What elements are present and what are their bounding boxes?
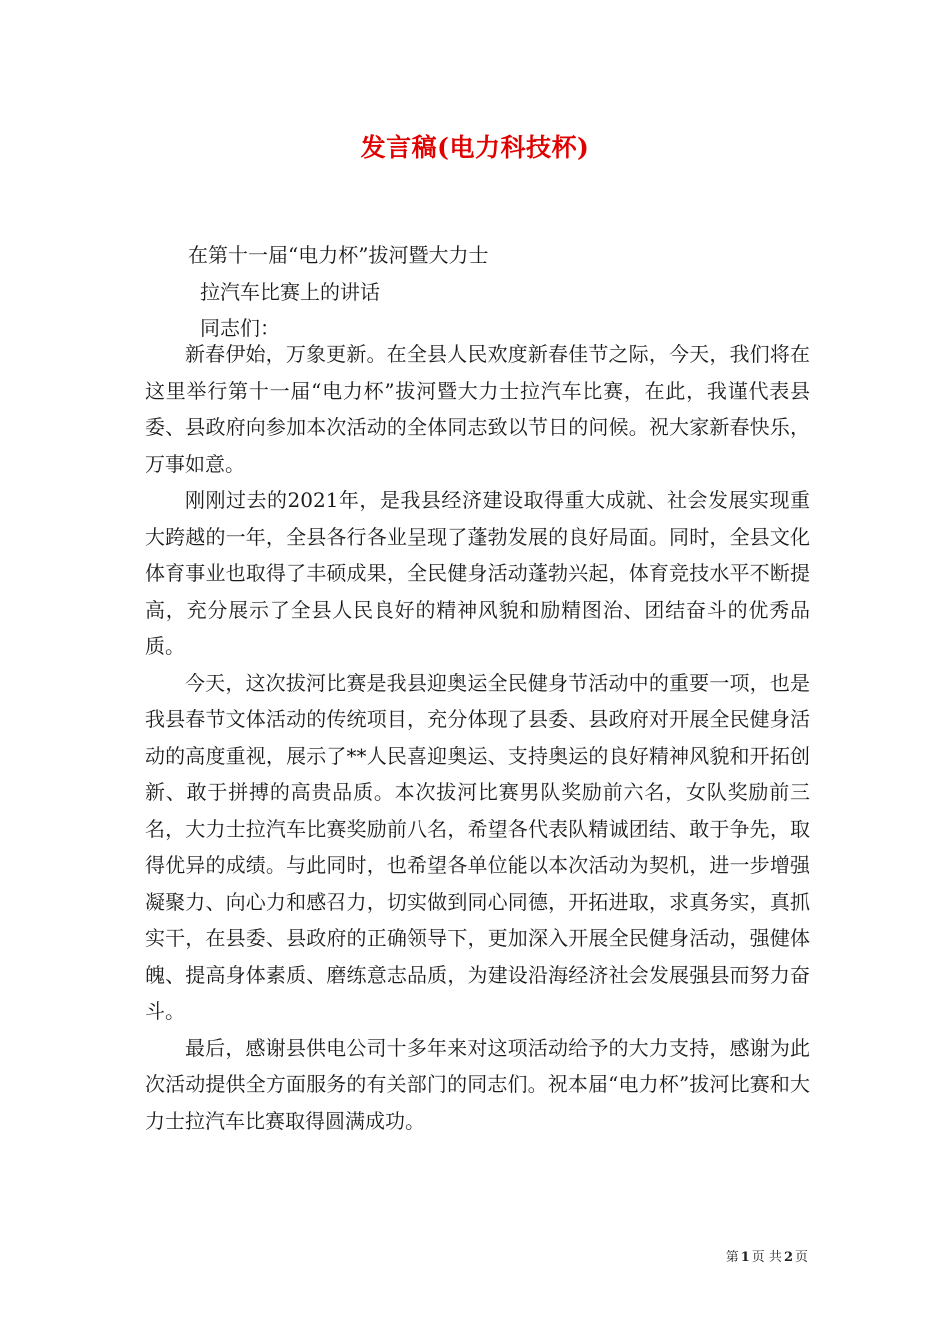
page-number-footer [726,1246,808,1265]
footer-middle: 页 共 [751,1250,782,1265]
speech-heading-line-1: 在第十一届“电力杯”拔河暨大力士 [188,243,489,267]
speech-heading-line-2: 拉汽车比赛上的讲话 [200,280,380,304]
page-title: 发言稿(电力科技杯) [360,133,590,162]
current-page-number: 1 [740,1250,750,1265]
footer-suffix: 页 [794,1250,808,1265]
salutation: 同志们： [200,316,280,340]
paragraph-closing: 最后，感谢县供电公司十多年来对这项活动给予的大力支持，感谢为此次活动提供全方面服务的有关部门的同志们。祝本届“电力杯”拔河比赛和大力士拉汽车比赛取得圆满成功。 [145,1035,810,1133]
paragraph-opening: 新春伊始，万象更新。在全县人民欢度新春佳节之际，今天，我们将在这里举行第十一届“电力杯”拔河暨大力士拉汽车比赛，在此，我谨代表县委、县政府向参加本次活动的全体同志致以节日的问候。祝大家新春快乐，万事如意。 [145,342,810,476]
speech-body [145,336,810,1139]
total-pages-number: 2 [783,1250,793,1265]
paragraph-achievements: 刚刚过去的2021年，是我县经济建设取得重大成就、社会发展实现重大跨越的一年，全县各行各业呈现了蓬勃发展的良好局面。同时，全县文化体育事业也取得了丰硕成果，全民健身活动蓬勃兴起，体育竞技水平不断提高，充分展示了全县人民良好的精神风貌和励精图治、团结奋斗的优秀品质。 [145,488,810,658]
footer-prefix: 第 [725,1250,739,1265]
paragraph-event-significance: 今天，这次拔河比赛是我县迎奥运全民健身节活动中的重要一项，也是我县春节文体活动的传统项目，充分体现了县委、县政府对开展全民健身活动的高度重视，展示了**人民喜迎奥运、支持奥运的良好精神风貌和开拓创新、敢于拼搏的高贵品质。本次拔河比赛男队奖励前六名，女队奖励前三名，大力士拉汽车比赛奖励前八名，希望各代表队精诚团结、敢于争先，取得优异的成绩。与此同时，也希望各单位能以本次活动为契机，进一步增强凝聚力、向心力和感召力，切实做到同心同德，开拓进取，求真务实，真抓实干，在县委、县政府的正确领导下，更加深入开展全民健身活动，强健体魄、提高身体素质、磨练意志品质，为建设沿海经济社会发展强县而努力奋斗。 [145,670,810,1023]
